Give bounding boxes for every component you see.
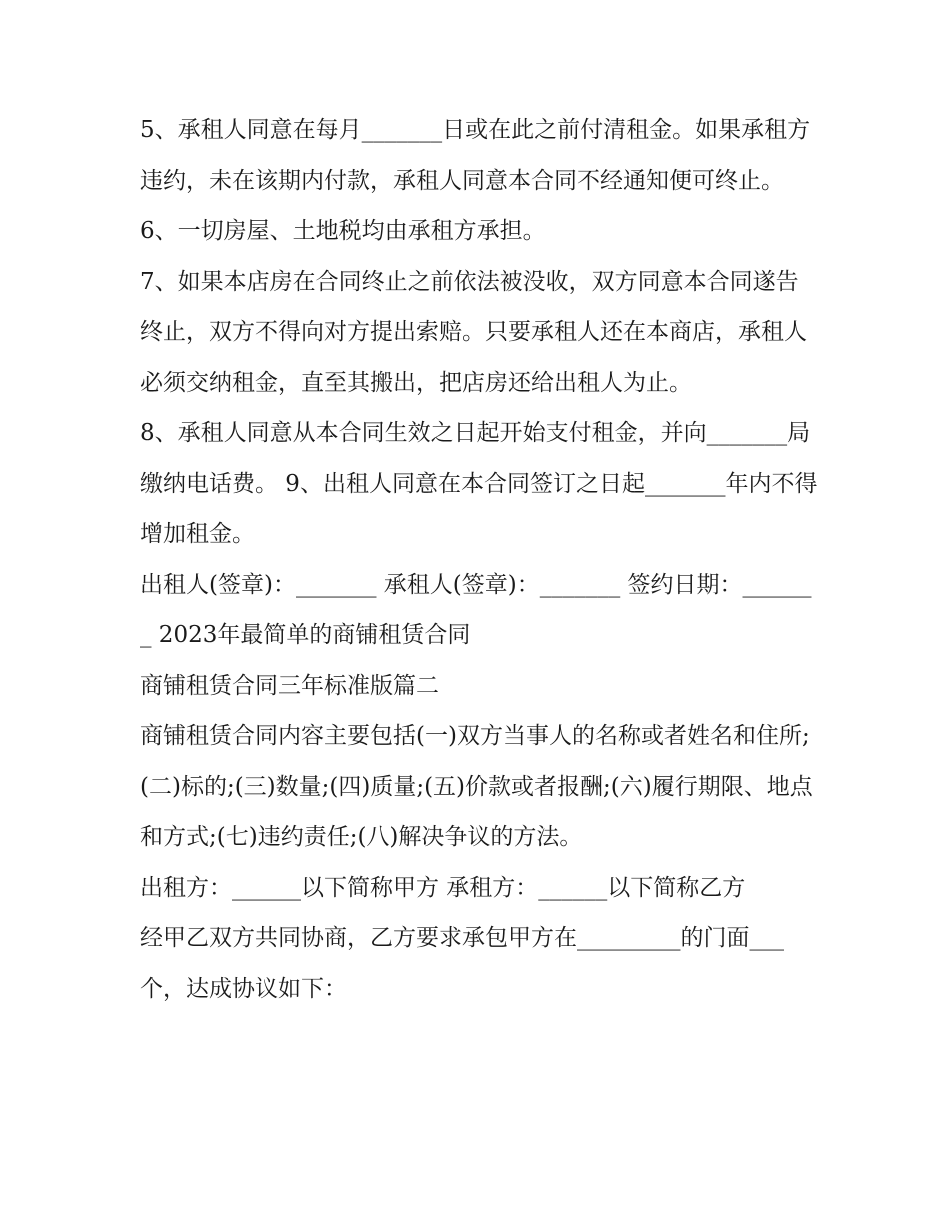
contract-contents-intro: 商铺租赁合同内容主要包括(一)双方当事人的名称或者姓名和住所;(二)标的;(三)数量;(四)质量;(五)价款或者报酬;(六)履行期限、地点和方式;(七)违约责任;(八)解决争议的方法。 <box>140 723 813 850</box>
signature-line: 出租人(签章)：_______ 承租人(签章)：_______ 签约日期：_______ 2023年最简单的商铺租赁合同 <box>140 571 812 648</box>
clause-6-taxes: 6、一切房屋、土地税均由承租方承担。 <box>140 218 546 244</box>
document-body <box>140 105 820 1014</box>
clause-8-9-rent-start-and-increase: 8、承租人同意从本合同生效之日起开始支付租金，并向_______局缴纳电话费。 9、出租人同意在本合同签订之日起_______年内不得增加租金。 <box>140 420 818 547</box>
section-heading: 商铺租赁合同三年标准版篇二 <box>140 672 439 699</box>
agreement-intro: 经甲乙双方共同协商，乙方要求承包甲方在_________的门面___个，达成协议如下： <box>140 925 784 1002</box>
parties-line: 出租方：______以下简称甲方 承租方：______以下简称乙方 <box>140 874 746 901</box>
clause-7-confiscation: 7、如果本店房在合同终止之前依法被没收，双方同意本合同遂告终止，双方不得向对方提出索赔。只要承租人还在本商店，承租人必须交纳租金，直至其搬出，把店房还给出租人为止。 <box>140 268 807 396</box>
clause-5-rent-payment: 5、承租人同意在每月_______日或在此之前付清租金。如果承租方违约，未在该期内付款，承租人同意本合同不经通知便可终止。 <box>140 117 811 194</box>
